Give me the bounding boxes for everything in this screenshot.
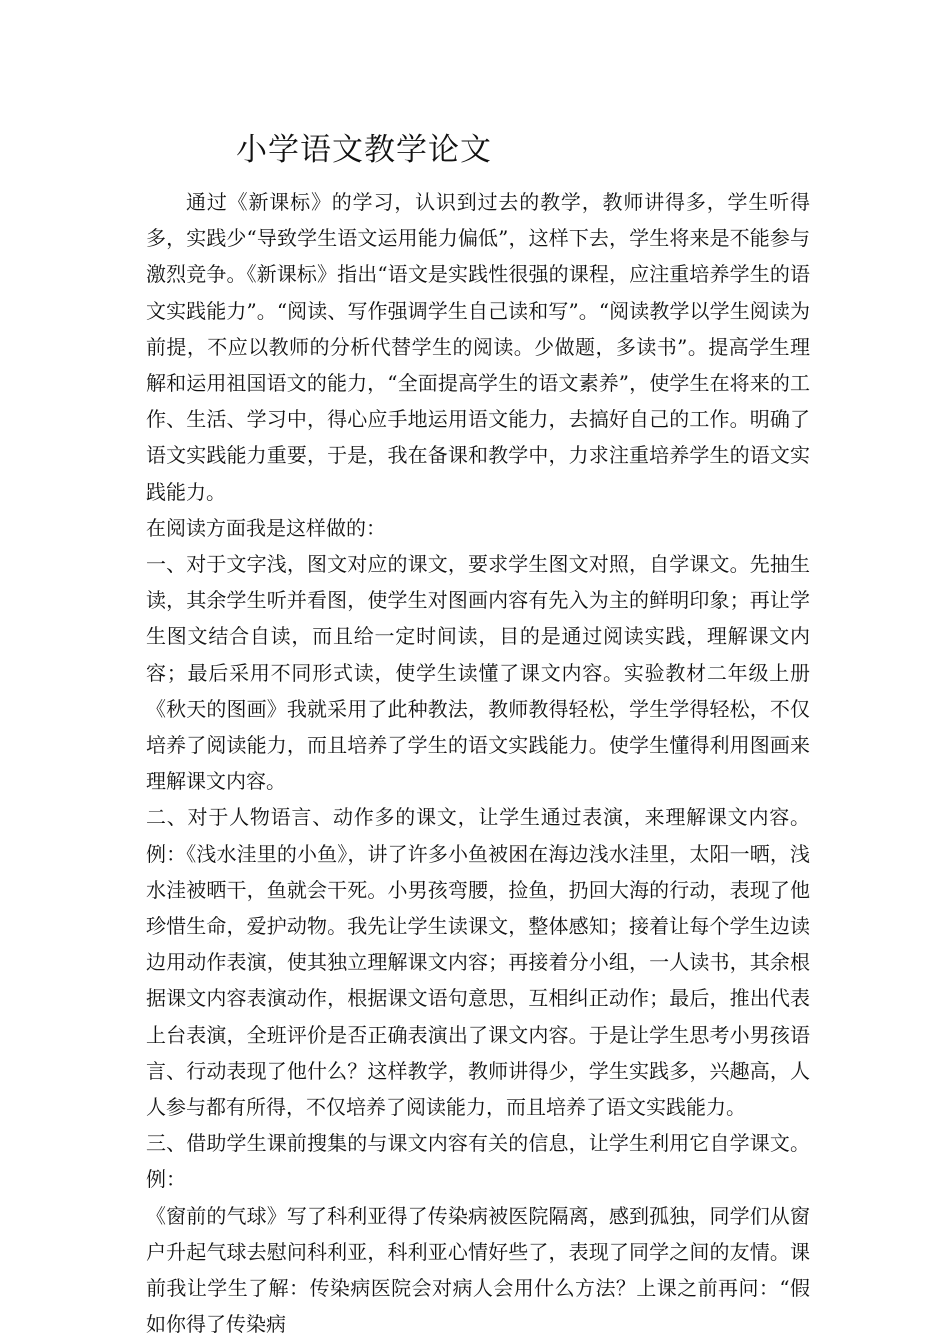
paragraph-reading-heading: 在阅读方面我是这样做的： — [146, 515, 386, 540]
paragraph-point-one: 一、对于文字浅，图文对应的课文，要求学生图文对照，自学课文。先抽生读，其余学生听并看图，使学生对图画内容有先入为主的鲜明印象；再让学生图文结合自读，而且给一定时间读，目的是通过阅读实践，理解课文内容；最后采用不同形式读，使学生读懂了课文内容。实验教材二年级上册《秋天的图画》我就采用了此种教法，教师教得轻松，学生学得轻松，不仅培养了阅读能力，而且培养了学生的语文实践能力。使学生懂得利用图画来理解课文内容。 — [146, 552, 810, 794]
paragraph-intro: 通过《新课标》的学习，认识到过去的教学，教师讲得多，学生听得多，实践少“导致学生语文运用能力偏低”，这样下去，学生将来是不能参与激烈竞争。《新课标》指出“语文是实践性很强的课程，应注重培养学生的语文实践能力”。“阅读、写作强调学生自己读和写”。“阅读教学以学生阅读为前提，不应以教师的分析代替学生的阅读。少做题，多读书”。提高学生理解和运用祖国语文的能力，“全面提高学生的语文素养”，使学生在将来的工作、生活、学习中，得心应手地运用语文能力，去搞好自己的工作。明确了语文实践能力重要，于是，我在备课和教学中，力求注重培养学生的语文实践能力。 — [146, 190, 810, 504]
paragraph-point-three: 三、借助学生课前搜集的与课文内容有关的信息，让学生利用它自学课文。例： — [146, 1131, 810, 1192]
paragraph-point-two: 二、对于人物语言、动作多的课文，让学生通过表演，来理解课文内容。例：《浅水洼里的小鱼》，讲了许多小鱼被困在海边浅水洼里，太阳一晒，浅水洼被晒干，鱼就会干死。小男孩弯腰，捡鱼，扔回大海的行动，表现了他珍惜生命，爱护动物。我先让学生读课文，整体感知；接着让每个学生边读边用动作表演，使其独立理解课文内容；再接着分小组，一人读书，其余根据课文内容表演动作，根据课文语句意思，互相纠正动作；最后，推出代表上台表演，全班评价是否正确表演出了课文内容。于是让学生思考小男孩语言、行动表现了他什么？这样教学，教师讲得少，学生实践多，兴趣高，人人参与都有所得，不仅培养了阅读能力，而且培养了语文实践能力。 — [146, 805, 810, 1120]
document-body — [146, 184, 810, 1343]
paragraph-example-balloon: 《窗前的气球》写了科利亚得了传染病被医院隔离，感到孤独，同学们从窗户升起气球去慰问科利亚，科利亚心情好些了，表现了同学之间的友情。课前我让学生了解：传染病医院会对病人会用什么方法？上课之前再问：“假如你得了传染病 — [146, 1203, 810, 1337]
document-title: 小学语文教学论文 — [236, 132, 492, 168]
